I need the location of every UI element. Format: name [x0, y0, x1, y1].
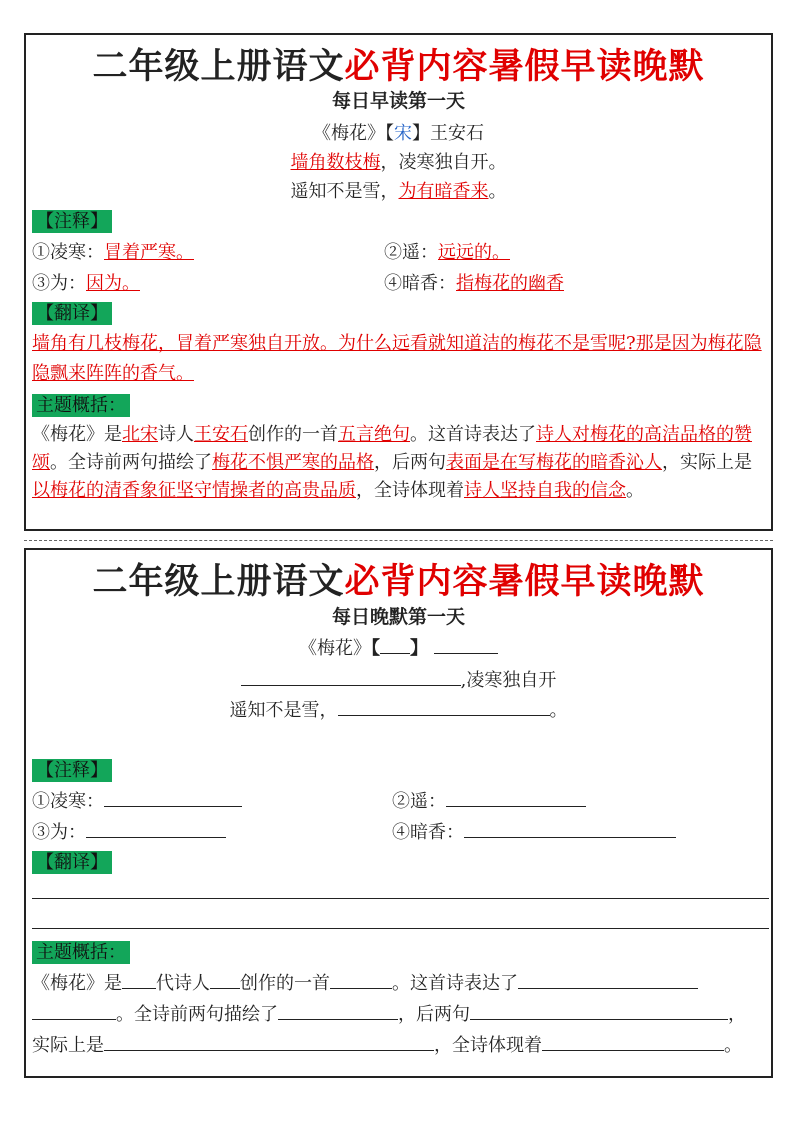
- poem-line-2-end: 。: [549, 700, 568, 721]
- author: 王安石: [430, 123, 484, 144]
- poem-title: 《梅花》: [313, 123, 385, 144]
- poem-header: [26, 119, 771, 145]
- title-black: 二年级上册语文: [92, 561, 345, 602]
- page-title: [26, 554, 771, 604]
- dynasty-blank[interactable]: [122, 970, 156, 989]
- theme-segment: 实际上是: [32, 1035, 104, 1056]
- poem-header: [26, 634, 771, 660]
- note-3-blank[interactable]: [86, 819, 226, 838]
- note-2-value: 远远的。: [438, 242, 510, 263]
- title-red: 必背内容暑假早读晚默: [344, 561, 705, 602]
- translation-blank-line[interactable]: [32, 928, 769, 929]
- theme-segment: 创作的一首: [240, 973, 330, 994]
- meaning-blank[interactable]: [104, 1032, 434, 1051]
- poem-line-1-answer: 墙角数枝梅: [290, 152, 381, 173]
- theme-answer: 北宋: [122, 424, 158, 445]
- translation-label: 【翻译】: [32, 302, 112, 325]
- note-1-blank[interactable]: [104, 788, 242, 807]
- theme-segment: 。: [724, 1035, 742, 1056]
- day-subtitle: 每日晚默第一天: [331, 606, 465, 628]
- title-black: 二年级上册语文: [92, 46, 345, 87]
- page-title: [26, 39, 771, 89]
- poem-line-1-rest: ，凌寒独自开。: [380, 152, 507, 173]
- theme-answer: 梅花不惧严寒的品格: [212, 452, 374, 473]
- reflects-blank[interactable]: [542, 1032, 724, 1051]
- dynasty: 宋: [394, 123, 412, 144]
- poem-line-1: [26, 666, 771, 692]
- theme-segment: 《梅花》是: [32, 973, 122, 994]
- theme-segment: ，实际上是: [662, 452, 752, 473]
- note-1-value: 冒着严寒。: [104, 242, 194, 263]
- theme-answer: 王安石: [194, 424, 248, 445]
- theme-line-3: [32, 1031, 742, 1057]
- translation-tag: [32, 299, 112, 325]
- notes-label: 【注释】: [32, 210, 112, 233]
- morning-reading-card: [24, 33, 773, 531]
- note-4-blank[interactable]: [464, 819, 676, 838]
- bracket-close: 】: [412, 123, 430, 144]
- note-3-label: ③为：: [32, 822, 86, 843]
- note-4-value: 指梅花的幽香: [456, 273, 564, 294]
- first-half-blank[interactable]: [278, 1001, 398, 1020]
- theme-segment: 。这首诗表达了: [410, 424, 536, 445]
- theme-blank[interactable]: [518, 970, 698, 989]
- translation-tag: [32, 848, 112, 874]
- theme-segment: 。: [626, 480, 644, 501]
- note-1-label: ①凌寒：: [32, 242, 104, 263]
- theme-label: 主题概括：: [32, 394, 130, 417]
- poem-line-1: [26, 148, 771, 174]
- form-blank[interactable]: [330, 970, 392, 989]
- theme-answer: 表面是在写梅花的暗香沁人: [446, 452, 662, 473]
- theme-line-1: [32, 969, 698, 995]
- second-half-blank[interactable]: [470, 1001, 728, 1020]
- poem-line-2-blank[interactable]: [338, 697, 550, 716]
- note-1-label: ①凌寒：: [32, 791, 104, 812]
- note-2: [384, 238, 510, 264]
- note-2-label: ②遥：: [392, 791, 446, 812]
- poem-line-1-rest: ,凌寒独自开: [460, 670, 557, 691]
- dynasty-blank[interactable]: [380, 635, 410, 654]
- translation-label: 【翻译】: [32, 851, 112, 874]
- theme-segment: ，: [728, 1004, 746, 1025]
- notes-tag: [32, 756, 112, 782]
- theme-segment: 《梅花》是: [32, 424, 122, 445]
- theme-answer: 五言绝句: [338, 424, 410, 445]
- note-4: [392, 818, 676, 844]
- theme-segment: ，全诗体现着: [434, 1035, 542, 1056]
- note-3-value: 因为。: [86, 273, 140, 294]
- theme-tag: [32, 938, 130, 964]
- bracket-open: 【: [385, 123, 394, 144]
- theme-text: [32, 421, 769, 505]
- cut-line: [24, 540, 773, 541]
- poem-line-2: [26, 696, 771, 722]
- theme-answer: 以梅花的清香象征坚守情操者的高贵品质: [32, 480, 356, 501]
- notes-label: 【注释】: [32, 759, 112, 782]
- note-4-label: ④暗香：: [384, 273, 456, 294]
- translation-text: 墙角有几枝梅花，冒着严寒独自开放。为什么远看就知道洁的梅花不是雪呢?那是因为梅花隐隐飘来阵阵的香气。: [32, 333, 762, 384]
- theme-segment: 代诗人: [156, 973, 210, 994]
- day-subtitle: 每日早读第一天: [331, 90, 465, 112]
- theme-segment: 创作的一首: [248, 424, 338, 445]
- bracket-close: 】: [410, 638, 428, 659]
- bracket-open: 【: [371, 638, 380, 659]
- theme-label: 主题概括：: [32, 941, 130, 964]
- poem-line-2-answer: 为有暗香来: [398, 181, 489, 202]
- note-3: [32, 818, 226, 844]
- theme-tag: [32, 391, 130, 417]
- note-3-label: ③为：: [32, 273, 86, 294]
- theme-answer: 诗人对梅花的高洁品格的赞颂: [32, 424, 752, 473]
- theme-segment: 。这首诗表达了: [392, 973, 518, 994]
- note-2-label: ②遥：: [384, 242, 438, 263]
- theme-line-2: [32, 1000, 746, 1026]
- theme-segment: ，后两句: [398, 1004, 470, 1025]
- poem-title: 《梅花》: [299, 638, 371, 659]
- theme-segment: 。全诗前两句描绘了: [50, 452, 212, 473]
- note-3: [32, 269, 140, 295]
- translation-blank-line[interactable]: [32, 898, 769, 899]
- note-2-blank[interactable]: [446, 788, 586, 807]
- theme-segment: 。全诗前两句描绘了: [116, 1004, 278, 1025]
- title-red: 必背内容暑假早读晚默: [344, 46, 705, 87]
- theme-blank[interactable]: [32, 1001, 116, 1020]
- poem-line-2-end: 。: [488, 181, 507, 202]
- note-1: [32, 238, 194, 264]
- poet-blank[interactable]: [210, 970, 240, 989]
- poem-line-1-blank[interactable]: [241, 667, 461, 686]
- poem-line-2-start: 遥知不是雪，: [290, 181, 399, 202]
- note-1: [32, 787, 242, 813]
- notes-tag: [32, 207, 112, 233]
- theme-segment: ，全诗体现着: [356, 480, 464, 501]
- theme-answer: 诗人坚持自我的信念: [464, 480, 626, 501]
- evening-dictation-card: [24, 548, 773, 1078]
- note-4: [384, 269, 564, 295]
- poem-line-2-start: 遥知不是雪，: [229, 700, 338, 721]
- theme-segment: 诗人: [158, 424, 194, 445]
- note-4-label: ④暗香：: [392, 822, 464, 843]
- note-2: [392, 787, 586, 813]
- poem-line-2: [26, 177, 771, 203]
- author-blank[interactable]: [434, 635, 498, 654]
- theme-segment: ，后两句: [374, 452, 446, 473]
